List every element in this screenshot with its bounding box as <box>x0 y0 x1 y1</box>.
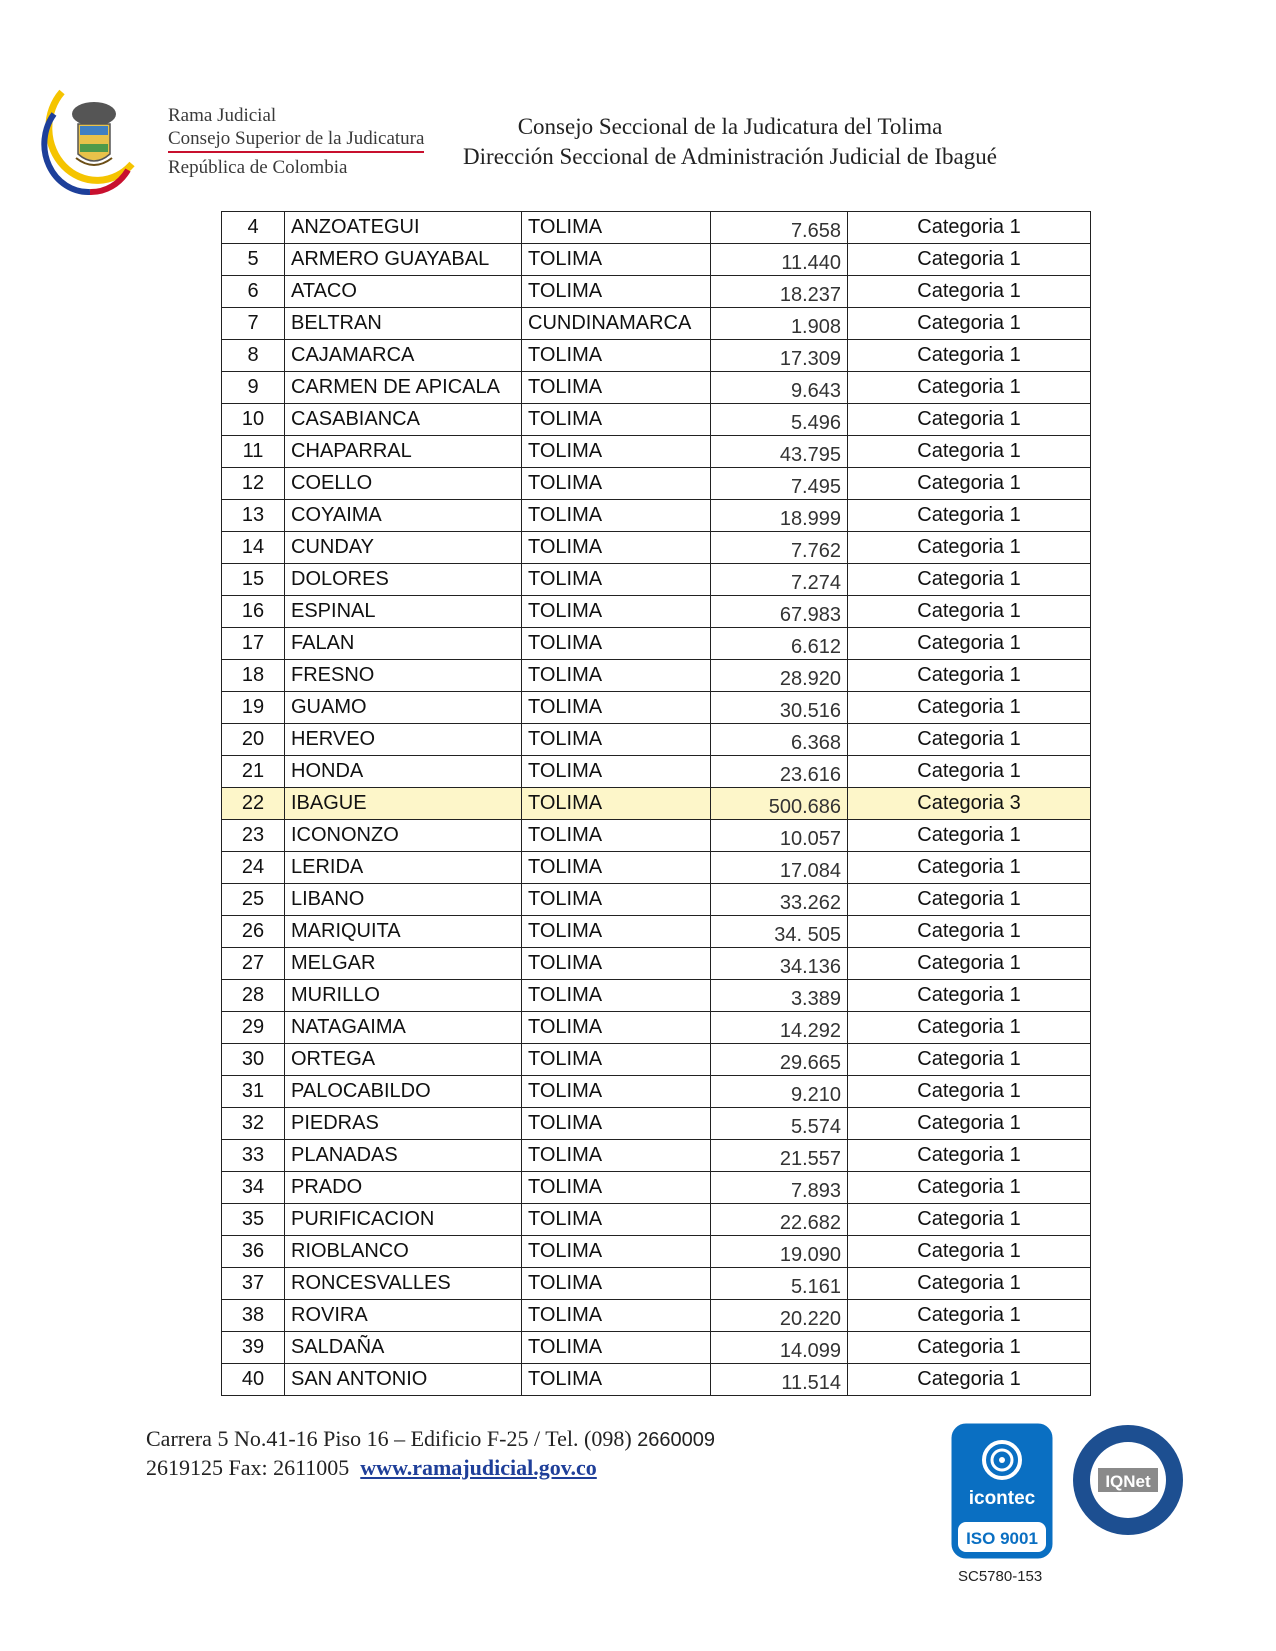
table-row <box>222 308 1091 340</box>
table-row <box>222 980 1091 1012</box>
categoria-cell: Categoria 1 <box>848 564 1091 596</box>
categoria-cell: Categoria 1 <box>848 212 1091 244</box>
departamento-cell: TOLIMA <box>522 1012 711 1044</box>
row-number: 32 <box>222 1108 285 1140</box>
value-cell: 9.643 <box>711 372 848 404</box>
departamento-cell: TOLIMA <box>522 756 711 788</box>
municipio-cell: FALAN <box>285 628 522 660</box>
municipio-cell: PLANADAS <box>285 1140 522 1172</box>
municipio-cell: GUAMO <box>285 692 522 724</box>
row-number: 26 <box>222 916 285 948</box>
municipio-cell: MARIQUITA <box>285 916 522 948</box>
departamento-cell: TOLIMA <box>522 628 711 660</box>
departamento-cell: TOLIMA <box>522 1268 711 1300</box>
value-cell: 67.983 <box>711 596 848 628</box>
table-row <box>222 724 1091 756</box>
categoria-cell: Categoria 1 <box>848 532 1091 564</box>
row-number: 5 <box>222 244 285 276</box>
value-cell: 7.274 <box>711 564 848 596</box>
brand-block <box>168 104 424 179</box>
address-phone: 2660009 <box>637 1429 716 1451</box>
table-row <box>222 436 1091 468</box>
municipio-cell: HONDA <box>285 756 522 788</box>
municipio-cell: COYAIMA <box>285 500 522 532</box>
value-cell: 14.099 <box>711 1332 848 1364</box>
row-number: 25 <box>222 884 285 916</box>
categoria-cell: Categoria 1 <box>848 500 1091 532</box>
row-number: 27 <box>222 948 285 980</box>
municipio-cell: MURILLO <box>285 980 522 1012</box>
value-cell: 7.762 <box>711 532 848 564</box>
municipio-cell: ESPINAL <box>285 596 522 628</box>
categoria-cell: Categoria 1 <box>848 372 1091 404</box>
row-number: 29 <box>222 1012 285 1044</box>
departamento-cell: TOLIMA <box>522 820 711 852</box>
row-number: 37 <box>222 1268 285 1300</box>
departamento-cell: TOLIMA <box>522 340 711 372</box>
value-cell: 5.161 <box>711 1268 848 1300</box>
row-number: 13 <box>222 500 285 532</box>
value-cell: 11.440 <box>711 244 848 276</box>
categoria-cell: Categoria 1 <box>848 628 1091 660</box>
departamento-cell: TOLIMA <box>522 884 711 916</box>
categoria-cell: Categoria 1 <box>848 884 1091 916</box>
categoria-cell: Categoria 1 <box>848 1140 1091 1172</box>
categoria-cell: Categoria 1 <box>848 1300 1091 1332</box>
row-number: 11 <box>222 436 285 468</box>
departamento-cell: TOLIMA <box>522 1172 711 1204</box>
departamento-cell: TOLIMA <box>522 692 711 724</box>
table-row <box>222 1236 1091 1268</box>
footer-phones-line <box>146 1454 715 1482</box>
table-row <box>222 660 1091 692</box>
table-row <box>222 1108 1091 1140</box>
value-cell: 18.237 <box>711 276 848 308</box>
departamento-cell: TOLIMA <box>522 372 711 404</box>
certificate-code: SC5780-153 <box>958 1568 1043 1585</box>
brand-line-1: Rama Judicial <box>168 105 277 126</box>
categoria-cell: Categoria 1 <box>848 1236 1091 1268</box>
value-cell: 7.495 <box>711 468 848 500</box>
row-number: 10 <box>222 404 285 436</box>
header-title-line-1: Consejo Seccional de la Judicatura del Tolima <box>517 114 943 139</box>
row-number: 18 <box>222 660 285 692</box>
header-title <box>430 112 1030 172</box>
departamento-cell: TOLIMA <box>522 1108 711 1140</box>
municipio-cell: CARMEN DE APICALA <box>285 372 522 404</box>
value-cell: 5.496 <box>711 404 848 436</box>
table-row <box>222 948 1091 980</box>
municipio-cell: CUNDAY <box>285 532 522 564</box>
categoria-cell: Categoria 1 <box>848 980 1091 1012</box>
website-link[interactable]: www.ramajudicial.gov.co <box>360 1455 597 1480</box>
departamento-cell: TOLIMA <box>522 404 711 436</box>
municipio-cell: CHAPARRAL <box>285 436 522 468</box>
departamento-cell: TOLIMA <box>522 1044 711 1076</box>
municipio-cell: SAN ANTONIO <box>285 1364 522 1396</box>
colombia-coat-of-arms-logo <box>40 84 136 196</box>
footer-contact <box>146 1425 715 1482</box>
categoria-cell: Categoria 1 <box>848 1108 1091 1140</box>
table-row <box>222 1300 1091 1332</box>
table-row <box>222 788 1091 820</box>
header-title-line-2: Dirección Seccional de Administración Judicial de Ibagué <box>463 144 997 169</box>
table-row <box>222 468 1091 500</box>
categoria-cell: Categoria 1 <box>848 244 1091 276</box>
departamento-cell: TOLIMA <box>522 788 711 820</box>
row-number: 39 <box>222 1332 285 1364</box>
departamento-cell: TOLIMA <box>522 564 711 596</box>
value-cell: 500.686 <box>711 788 848 820</box>
table-row <box>222 1268 1091 1300</box>
table-row <box>222 884 1091 916</box>
row-number: 40 <box>222 1364 285 1396</box>
table-row <box>222 372 1091 404</box>
table-row <box>222 820 1091 852</box>
departamento-cell: TOLIMA <box>522 532 711 564</box>
row-number: 34 <box>222 1172 285 1204</box>
value-cell: 10.057 <box>711 820 848 852</box>
categoria-cell: Categoria 1 <box>848 724 1091 756</box>
municipio-cell: ATACO <box>285 276 522 308</box>
row-number: 6 <box>222 276 285 308</box>
categoria-cell: Categoria 1 <box>848 1044 1091 1076</box>
departamento-cell: TOLIMA <box>522 724 711 756</box>
departamento-cell: TOLIMA <box>522 276 711 308</box>
value-cell: 1.908 <box>711 308 848 340</box>
municipio-cell: MELGAR <box>285 948 522 980</box>
table-row <box>222 596 1091 628</box>
categoria-cell: Categoria 1 <box>848 404 1091 436</box>
departamento-cell: TOLIMA <box>522 244 711 276</box>
value-cell: 30.516 <box>711 692 848 724</box>
row-number: 33 <box>222 1140 285 1172</box>
icontec-iso-9001-seal <box>950 1422 1054 1560</box>
table-row <box>222 276 1091 308</box>
departamento-cell: TOLIMA <box>522 500 711 532</box>
departamento-cell: TOLIMA <box>522 1076 711 1108</box>
departamento-cell: TOLIMA <box>522 1140 711 1172</box>
brand-line-3: República de Colombia <box>168 157 348 178</box>
table-row <box>222 1332 1091 1364</box>
departamento-cell: TOLIMA <box>522 1236 711 1268</box>
municipio-cell: PIEDRAS <box>285 1108 522 1140</box>
municipio-cell: LIBANO <box>285 884 522 916</box>
municipio-cell: ORTEGA <box>285 1044 522 1076</box>
value-cell: 19.090 <box>711 1236 848 1268</box>
row-number: 15 <box>222 564 285 596</box>
value-cell: 21.557 <box>711 1140 848 1172</box>
municipio-cell: PALOCABILDO <box>285 1076 522 1108</box>
municipio-cell: PURIFICACION <box>285 1204 522 1236</box>
table-row <box>222 564 1091 596</box>
row-number: 16 <box>222 596 285 628</box>
departamento-cell: TOLIMA <box>522 980 711 1012</box>
categoria-cell: Categoria 1 <box>848 1204 1091 1236</box>
municipio-cell: NATAGAIMA <box>285 1012 522 1044</box>
value-cell: 18.999 <box>711 500 848 532</box>
row-number: 38 <box>222 1300 285 1332</box>
row-number: 31 <box>222 1076 285 1108</box>
row-number: 19 <box>222 692 285 724</box>
municipio-cell: ICONONZO <box>285 820 522 852</box>
row-number: 17 <box>222 628 285 660</box>
value-cell: 3.389 <box>711 980 848 1012</box>
departamento-cell: TOLIMA <box>522 1204 711 1236</box>
table-row <box>222 692 1091 724</box>
row-number: 8 <box>222 340 285 372</box>
departamento-cell: TOLIMA <box>522 1300 711 1332</box>
row-number: 24 <box>222 852 285 884</box>
categoria-cell: Categoria 1 <box>848 1332 1091 1364</box>
row-number: 36 <box>222 1236 285 1268</box>
categoria-cell: Categoria 1 <box>848 1268 1091 1300</box>
municipio-cell: DOLORES <box>285 564 522 596</box>
value-cell: 5.574 <box>711 1108 848 1140</box>
value-cell: 33.262 <box>711 884 848 916</box>
value-cell: 43.795 <box>711 436 848 468</box>
categoria-cell: Categoria 1 <box>848 308 1091 340</box>
municipio-cell: LERIDA <box>285 852 522 884</box>
value-cell: 28.920 <box>711 660 848 692</box>
value-cell: 14.292 <box>711 1012 848 1044</box>
municipio-cell: IBAGUE <box>285 788 522 820</box>
row-number: 7 <box>222 308 285 340</box>
value-cell: 20.220 <box>711 1300 848 1332</box>
table-row <box>222 244 1091 276</box>
departamento-cell: TOLIMA <box>522 468 711 500</box>
table-row <box>222 212 1091 244</box>
categoria-cell: Categoria 1 <box>848 340 1091 372</box>
municipio-cell: FRESNO <box>285 660 522 692</box>
municipalities-table <box>221 211 1091 1396</box>
row-number: 20 <box>222 724 285 756</box>
municipio-cell: ROVIRA <box>285 1300 522 1332</box>
municipio-cell: SALDAÑA <box>285 1332 522 1364</box>
departamento-cell: CUNDINAMARCA <box>522 308 711 340</box>
categoria-cell: Categoria 3 <box>848 788 1091 820</box>
table-row <box>222 1204 1091 1236</box>
municipio-cell: BELTRAN <box>285 308 522 340</box>
municipio-cell: RIOBLANCO <box>285 1236 522 1268</box>
categoria-cell: Categoria 1 <box>848 1012 1091 1044</box>
categoria-cell: Categoria 1 <box>848 436 1091 468</box>
value-cell: 17.309 <box>711 340 848 372</box>
value-cell: 6.368 <box>711 724 848 756</box>
value-cell: 23.616 <box>711 756 848 788</box>
value-cell: 7.658 <box>711 212 848 244</box>
categoria-cell: Categoria 1 <box>848 1172 1091 1204</box>
value-cell: 6.612 <box>711 628 848 660</box>
row-number: 22 <box>222 788 285 820</box>
address-text: Carrera 5 No.41-16 Piso 16 – Edificio F-25 / Tel. (098) <box>146 1426 632 1451</box>
departamento-cell: TOLIMA <box>522 596 711 628</box>
categoria-cell: Categoria 1 <box>848 756 1091 788</box>
footer-address <box>146 1425 715 1454</box>
value-cell: 11.514 <box>711 1364 848 1396</box>
iqnet-text: IQNet <box>1105 1472 1151 1491</box>
municipio-cell: ANZOATEGUI <box>285 212 522 244</box>
value-cell: 34.136 <box>711 948 848 980</box>
categoria-cell: Categoria 1 <box>848 276 1091 308</box>
value-cell: 29.665 <box>711 1044 848 1076</box>
categoria-cell: Categoria 1 <box>848 916 1091 948</box>
table-body <box>222 212 1091 1396</box>
municipio-cell: ARMERO GUAYABAL <box>285 244 522 276</box>
departamento-cell: TOLIMA <box>522 1332 711 1364</box>
row-number: 14 <box>222 532 285 564</box>
iso-text: ISO 9001 <box>966 1529 1038 1548</box>
departamento-cell: TOLIMA <box>522 852 711 884</box>
phones-text: 2619125 Fax: 2611005 <box>146 1455 350 1480</box>
categoria-cell: Categoria 1 <box>848 820 1091 852</box>
table-row <box>222 404 1091 436</box>
table-row <box>222 1364 1091 1396</box>
row-number: 35 <box>222 1204 285 1236</box>
departamento-cell: TOLIMA <box>522 916 711 948</box>
table-row <box>222 756 1091 788</box>
departamento-cell: TOLIMA <box>522 1364 711 1396</box>
departamento-cell: TOLIMA <box>522 436 711 468</box>
departamento-cell: TOLIMA <box>522 660 711 692</box>
row-number: 30 <box>222 1044 285 1076</box>
categoria-cell: Categoria 1 <box>848 948 1091 980</box>
table-row <box>222 340 1091 372</box>
icontec-text: icontec <box>968 1488 1036 1509</box>
table-row <box>222 916 1091 948</box>
value-cell: 34. 505 <box>711 916 848 948</box>
categoria-cell: Categoria 1 <box>848 692 1091 724</box>
value-cell: 17.084 <box>711 852 848 884</box>
row-number: 9 <box>222 372 285 404</box>
row-number: 23 <box>222 820 285 852</box>
table-row <box>222 1044 1091 1076</box>
row-number: 4 <box>222 212 285 244</box>
table-row <box>222 532 1091 564</box>
table-row <box>222 1140 1091 1172</box>
value-cell: 9.210 <box>711 1076 848 1108</box>
departamento-cell: TOLIMA <box>522 212 711 244</box>
categoria-cell: Categoria 1 <box>848 1364 1091 1396</box>
categoria-cell: Categoria 1 <box>848 660 1091 692</box>
table-row <box>222 1172 1091 1204</box>
categoria-cell: Categoria 1 <box>848 596 1091 628</box>
departamento-cell: TOLIMA <box>522 948 711 980</box>
table-row <box>222 1076 1091 1108</box>
table-row <box>222 852 1091 884</box>
municipio-cell: COELLO <box>285 468 522 500</box>
value-cell: 7.893 <box>711 1172 848 1204</box>
row-number: 28 <box>222 980 285 1012</box>
table-row <box>222 500 1091 532</box>
municipio-cell: RONCESVALLES <box>285 1268 522 1300</box>
municipio-cell: PRADO <box>285 1172 522 1204</box>
value-cell: 22.682 <box>711 1204 848 1236</box>
municipio-cell: CAJAMARCA <box>285 340 522 372</box>
municipio-cell: HERVEO <box>285 724 522 756</box>
table-row <box>222 1012 1091 1044</box>
municipio-cell: CASABIANCA <box>285 404 522 436</box>
brand-line-2: Consejo Superior de la Judicatura <box>168 127 424 153</box>
categoria-cell: Categoria 1 <box>848 1076 1091 1108</box>
row-number: 21 <box>222 756 285 788</box>
categoria-cell: Categoria 1 <box>848 468 1091 500</box>
table-row <box>222 628 1091 660</box>
iqnet-certified-seal <box>1070 1422 1186 1538</box>
categoria-cell: Categoria 1 <box>848 852 1091 884</box>
row-number: 12 <box>222 468 285 500</box>
